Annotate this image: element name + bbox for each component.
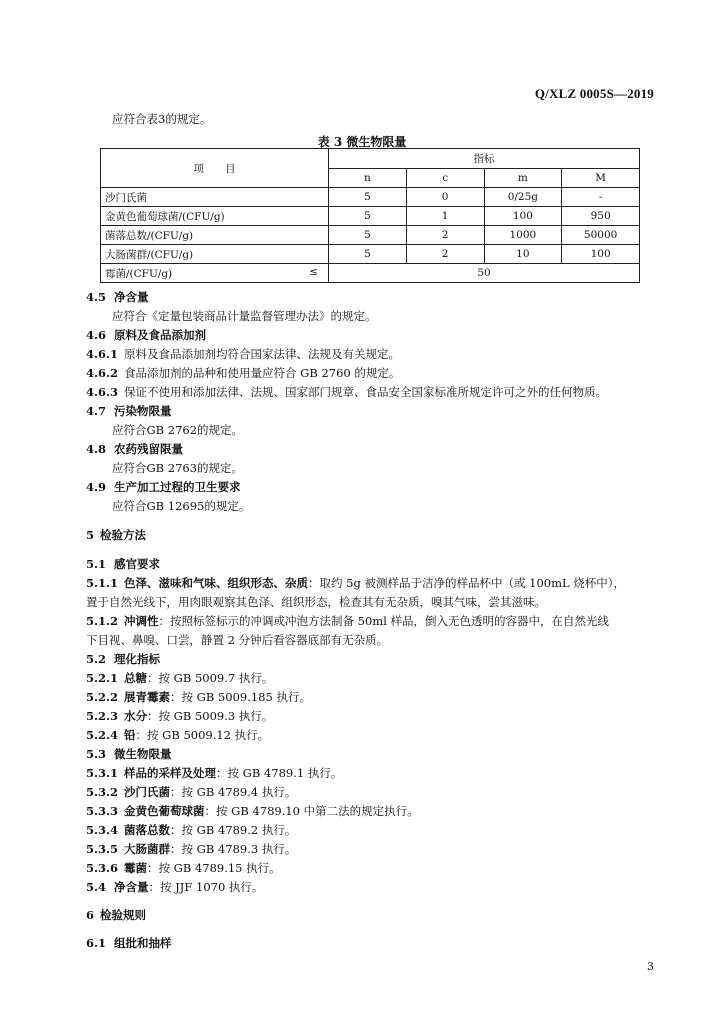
section-title: 净含量	[114, 290, 149, 304]
section-number: 5.3	[86, 747, 107, 761]
row-c: 2	[406, 226, 484, 245]
section-text: ：按照标签标示的冲调或冲泡方法制备 50ml 样品，倒入无色透明的容器中，在自然光线	[158, 614, 610, 628]
section-4-7-heading	[86, 403, 172, 419]
section-number: 5.3.2	[86, 785, 119, 799]
intro-text: 应符合表3的规定。	[112, 112, 212, 126]
row-M: -	[562, 188, 640, 207]
section-text: 食品添加剂的品种和使用量应符合 GB 2760 的规定。	[124, 366, 401, 380]
section-number: 5.1.1	[86, 576, 119, 590]
row-name: 大肠菌群/(CFU/g)	[101, 245, 329, 264]
section-title: 沙门氏菌	[124, 785, 170, 799]
table-row	[101, 245, 640, 264]
section-title: 原料及食品添加剂	[114, 328, 206, 342]
section-title: 金黄色葡萄球菌	[124, 804, 205, 818]
section-text: ：按 GB 5009.185 执行。	[170, 690, 311, 704]
section-title: 生产加工过程的卫生要求	[114, 480, 241, 494]
section-4-9-text: 应符合GB 12695的规定。	[112, 499, 251, 513]
row-m: 1000	[484, 226, 562, 245]
section-title: 污染物限量	[114, 404, 172, 418]
header-m: m	[484, 168, 562, 188]
section-4-6-heading	[86, 327, 206, 343]
section-5-4	[86, 879, 263, 895]
section-text: ：按 GB 5009.7 执行。	[147, 671, 274, 685]
section-number: 4.9	[86, 480, 107, 494]
row-name: 金黄色葡萄球菌/(CFU/g)	[101, 207, 329, 226]
section-number: 5.2.2	[86, 690, 119, 704]
section-title: 农药残留限量	[114, 442, 183, 456]
section-title: 冲调性	[124, 614, 159, 628]
table-header-row	[101, 149, 640, 169]
section-text: ：取约 5g 被测样品于洁净的样品杯中（或 100mL 烧杯中），	[308, 576, 626, 590]
row-c: 1	[406, 207, 484, 226]
section-title: 铅	[124, 728, 136, 742]
section-number: 6.1	[86, 936, 107, 950]
section-text: ：按 JJF 1070 执行。	[148, 880, 264, 894]
section-number: 5.2	[86, 652, 107, 666]
section-number: 4.6.1	[86, 347, 119, 361]
section-number: 5.1.2	[86, 614, 119, 628]
section-number: 5.2.4	[86, 728, 119, 742]
section-4-7-text: 应符合GB 2762的规定。	[112, 423, 244, 437]
row-name: 菌落总数/(CFU/g)	[101, 226, 329, 245]
document-code: Q/XLZ 0005S—2019	[534, 86, 654, 101]
table-row	[101, 188, 640, 207]
section-5-3-4	[86, 822, 296, 838]
section-title: 大肠菌群	[124, 842, 170, 856]
section-text: ：按 GB 4789.1 执行。	[216, 766, 343, 780]
section-number: 4.6	[86, 328, 107, 342]
section-text: ：按 GB 5009.12 执行。	[135, 728, 270, 742]
section-title: 色泽、滋味和气味、组织形态、杂质	[124, 576, 308, 590]
section-5-heading	[86, 527, 146, 543]
section-4-6-1	[86, 346, 400, 362]
section-number: 5.3.1	[86, 766, 119, 780]
row-c: 2	[406, 245, 484, 264]
section-title: 菌落总数	[124, 823, 170, 837]
section-5-3-5	[86, 841, 296, 857]
section-4-5-heading	[86, 289, 149, 305]
row-M: 50000	[562, 226, 640, 245]
row-n: 5	[329, 207, 407, 226]
section-4-6-2	[86, 365, 400, 381]
row-m: 100	[484, 207, 562, 226]
row-c: 0	[406, 188, 484, 207]
section-title: 组批和抽样	[114, 936, 172, 950]
section-title: 水分	[124, 709, 147, 723]
row-M: 100	[562, 245, 640, 264]
section-number: 5.3.6	[86, 861, 119, 875]
section-5-2-2	[86, 689, 311, 705]
section-5-3-6	[86, 860, 281, 876]
section-4-8-heading	[86, 441, 183, 457]
section-5-1-2-line2: 下目视、鼻嗅、口尝，静置 2 分钟后看容器底部有无杂质。	[86, 633, 389, 647]
section-title: 检验方法	[100, 528, 146, 542]
row-name: 沙门氏菌	[101, 188, 329, 207]
section-number: 6	[86, 908, 95, 922]
page-number: 3	[647, 960, 654, 973]
section-text: ：按 GB 4789.10 中第二法的规定执行。	[204, 804, 419, 818]
mold-value: 50	[329, 264, 640, 283]
section-5-3-1	[86, 765, 342, 781]
section-text: 保证不使用和添加法律、法规、国家部门规章、食品安全国家标准所规定许可之外的任何物质。	[124, 385, 607, 399]
section-number: 4.6.3	[86, 385, 119, 399]
row-n: 5	[329, 226, 407, 245]
section-5-3-2	[86, 784, 296, 800]
section-title: 理化指标	[114, 652, 160, 666]
section-number: 5.3.4	[86, 823, 119, 837]
section-5-2-4	[86, 727, 269, 743]
section-5-1-heading	[86, 556, 160, 572]
header-c: c	[406, 168, 484, 188]
section-number: 5	[86, 528, 95, 542]
section-title: 霉菌	[124, 861, 147, 875]
row-n: 5	[329, 245, 407, 264]
section-6-1-heading	[86, 935, 172, 951]
header-M: M	[562, 168, 640, 188]
section-number: 5.3.5	[86, 842, 119, 856]
section-number: 4.5	[86, 290, 107, 304]
section-text: ：按 GB 4789.2 执行。	[170, 823, 297, 837]
section-title: 检验规则	[100, 908, 146, 922]
section-title: 感官要求	[114, 557, 160, 571]
section-number: 4.7	[86, 404, 107, 418]
section-text: ：按 GB 5009.3 执行。	[147, 709, 274, 723]
section-4-9-heading	[86, 479, 241, 495]
section-5-2-3	[86, 708, 273, 724]
section-number: 5.1	[86, 557, 107, 571]
microbe-limit-table	[100, 148, 640, 283]
section-text: ：按 GB 4789.15 执行。	[147, 861, 281, 875]
section-number: 5.3.3	[86, 804, 119, 818]
section-4-6-3	[86, 384, 607, 400]
section-number: 4.8	[86, 442, 107, 456]
table-row	[101, 226, 640, 245]
table-caption: 表 3 微生物限量	[317, 135, 407, 149]
less-equal-symbol: ≤	[309, 266, 319, 278]
section-text: ：按 GB 4789.4 执行。	[170, 785, 297, 799]
section-5-2-1	[86, 670, 273, 686]
table-row-mold	[101, 264, 640, 283]
section-title: 净含量	[114, 880, 149, 894]
section-4-5-text: 应符合《定量包装商品计量监督管理办法》的规定。	[112, 309, 377, 323]
section-number: 4.6.2	[86, 366, 119, 380]
section-5-3-3	[86, 803, 419, 819]
section-5-2-heading	[86, 651, 160, 667]
row-name	[101, 264, 329, 283]
section-text: ：按 GB 4789.3 执行。	[170, 842, 297, 856]
section-6-heading	[86, 907, 146, 923]
row-m: 10	[484, 245, 562, 264]
section-text: 原料及食品添加剂均符合国家法律、法规及有关规定。	[124, 347, 400, 361]
header-item: 项 目	[101, 149, 329, 188]
header-indicator: 指标	[329, 149, 640, 169]
row-n: 5	[329, 188, 407, 207]
row-m: 0/25g	[484, 188, 562, 207]
section-5-1-2-line1	[86, 613, 609, 629]
section-5-1-1-line1	[86, 575, 625, 591]
section-4-8-text: 应符合GB 2763的规定。	[112, 461, 244, 475]
header-n: n	[329, 168, 407, 188]
row-M: 950	[562, 207, 640, 226]
section-number: 5.2.3	[86, 709, 119, 723]
section-5-1-1-line2: 置于自然光线下，用肉眼观察其色泽、组织形态，检查其有无杂质，嗅其气味，尝其滋味。	[86, 595, 546, 609]
section-title: 总糖	[124, 671, 147, 685]
mold-label: 霉菌/(CFU/g)	[105, 267, 173, 280]
section-title: 样品的采样及处理	[124, 766, 216, 780]
section-number: 5.2.1	[86, 671, 119, 685]
section-number: 5.4	[86, 880, 107, 894]
table-row	[101, 207, 640, 226]
section-title: 展青霉素	[124, 690, 170, 704]
section-5-3-heading	[86, 746, 172, 762]
section-title: 微生物限量	[114, 747, 172, 761]
